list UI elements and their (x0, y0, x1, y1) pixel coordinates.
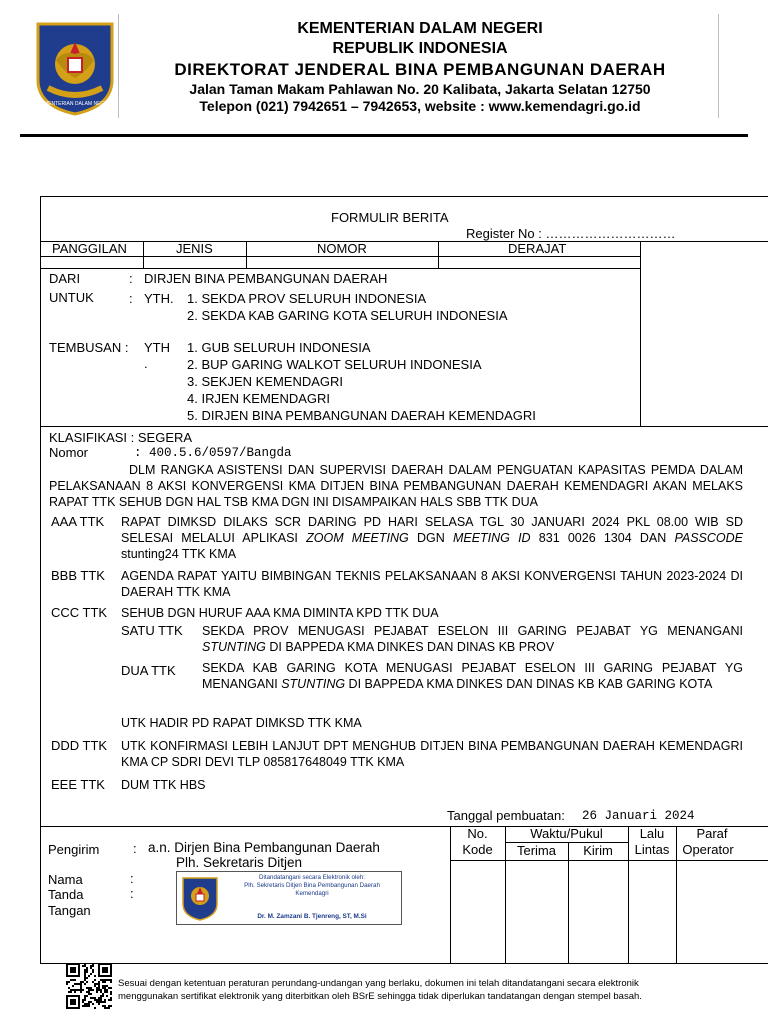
col-lintas: Lintas (634, 842, 670, 857)
col-waktu: Waktu/Pukul (530, 826, 603, 841)
ccc-label: CCC TTK (51, 605, 108, 620)
tanggal-value: 26 Januari 2024 (582, 809, 695, 823)
bbb-text: AGENDA RAPAT YAITU BIMBINGAN TEKNIS PELAKSANAAN 8 AKSI KONVERGENSI TAHUN 2023-2024 DI DAERAH TTK KMA (121, 569, 743, 599)
e-signature-box (176, 871, 402, 925)
tembusan-yth: YTH (144, 340, 170, 355)
untuk-item: 2. SEKDA KAB GARING KOTA SELURUH INDONESIA (187, 308, 508, 323)
ddd-text: UTK KONFIRMASI LEBIH LANJUT DPT MENGHUB DITJEN BINA PEMBANGUNAN DAERAH KEMENDAGRI KMA CP SDRI DEVI TLP 085817648049 TTK KMA (121, 739, 743, 769)
tanggal-label: Tanggal pembuatan: (447, 808, 565, 823)
disclaimer-line1: Sesuai dengan ketentuan peraturan perundang-undangan yang berlaku, dokumen ini telah ditandatangani secara elektronik (118, 978, 639, 989)
nama-label: Nama (48, 872, 83, 887)
republic-name: REPUBLIK INDONESIA (332, 40, 508, 57)
col-paraf: Paraf (696, 826, 728, 841)
an-line: a.n. Dirjen Bina Pembangunan Daerah (148, 840, 380, 855)
col-kirim: Kirim (583, 843, 613, 858)
klasifikasi: KLASIFIKASI : SEGERA (49, 430, 193, 445)
pengirim-colon: : (133, 841, 137, 856)
signature-logo (181, 876, 219, 922)
pengirim-label: Pengirim (48, 842, 100, 857)
utk-hadir: UTK HADIR PD RAPAT DIMKSD TTK KMA (121, 716, 362, 730)
register-no: Register No : ………………………… (466, 226, 676, 241)
untuk-label: UNTUK (49, 290, 94, 305)
nomor-label: Nomor (49, 445, 89, 460)
contact: Telepon (021) 7942651 – 7942653, website : www.kemendagri.go.id (199, 98, 641, 114)
dari-colon: : (129, 271, 133, 286)
sig-name: Dr. M. Zamzani B. Tjenreng, ST, M.Si (257, 913, 367, 920)
tembusan-dot: . (144, 356, 148, 371)
nama-colon: : (130, 871, 134, 886)
dua-text: SEKDA KAB GARING KOTA MENUGASI PEJABAT ESELON III GARING PEJABAT YG MENANGANI STUNTING DI BAPPEDA KMA DINKES DAN DINAS KB KAB GARING KOTA (202, 661, 743, 691)
sig-line1: Ditandatangani secara Elektronik oleh: (259, 874, 365, 881)
untuk-item: 1. SEKDA PROV SELURUH INDONESIA (187, 291, 427, 306)
col-kode: Kode (462, 842, 493, 857)
tangan-label: Tangan (48, 903, 91, 918)
col-terima: Terima (516, 843, 556, 858)
ddd-label: DDD TTK (51, 738, 108, 753)
header-nomor: NOMOR (317, 241, 367, 256)
qr-code (66, 963, 112, 1009)
tembusan-item: 1. GUB SELURUH INDONESIA (187, 340, 371, 355)
aaa-text: RAPAT DIMKSD DILAKS SCR DARING PD HARI SELASA TGL 30 JANUARI 2024 PKL 08.00 WIB SD SELESAI MELALUI APLIKASI ZOOM MEETING DGN MEETING ID 831 0026 1304 DAN PASSCODE stunting24 TTK KMA (121, 515, 744, 561)
ministry-name: KEMENTERIAN DALAM NEGERI (297, 20, 543, 37)
tembusan-item: 3. SEKJEN KEMENDAGRI (187, 374, 344, 389)
untuk-colon: : (129, 291, 133, 306)
tembusan-item: 4. IRJEN KEMENDAGRI (187, 391, 331, 406)
satu-text: SEKDA PROV MENUGASI PEJABAT ESELON III GARING PEJABAT YG MENANGANI STUNTING DI BAPPEDA KMA DINKES DAN DINAS KB PROV (202, 624, 743, 654)
dari-value: DIRJEN BINA PEMBANGUNAN DAERAH (144, 271, 388, 286)
letterhead-rule (20, 134, 748, 137)
plh-line: Plh. Sekretaris Ditjen (176, 855, 303, 870)
tembusan-item: 5. DIRJEN BINA PEMBANGUNAN DAERAH KEMENDAGRI (187, 408, 536, 423)
header-jenis: JENIS (176, 241, 213, 256)
header-panggilan: PANGGILAN (52, 241, 127, 256)
nomor-value: : 400.5.6/0597/Bangda (134, 446, 292, 460)
dari-label: DARI (49, 271, 81, 286)
tembusan-label: TEMBUSAN : (49, 340, 129, 355)
eee-label: EEE TTK (51, 777, 105, 792)
header-derajat: DERAJAT (508, 241, 567, 256)
sig-line2: Plh. Sekretaris Ditjen Bina Pembangunan Daerah (244, 882, 380, 889)
eee-text: DUM TTK HBS (121, 778, 206, 792)
logo-caption: KEMENTERIAN DALAM NEGERI (37, 101, 113, 107)
bbb-label: BBB TTK (51, 568, 105, 583)
tanda-colon: : (130, 886, 134, 901)
disclaimer-line2: menggunakan sertifikat elektronik yang diterbitkan oleh BSrE sehingga tidak diperlukan tandatangan dengan stempel basah. (118, 991, 642, 1002)
col-no: No. (467, 826, 488, 841)
intro-paragraph: DLM RANGKA ASISTENSI DAN SUPERVISI DAERAH DALAM PENGUATAN KAPASITAS PEMDA DALAM PELAKSANAAN 8 AKSI KONVERGENSI KMA DITJEN BINA PEMBANGUNAN DAERAH KEMENDAGRI AKAN MELAKS RAPAT TTK SEHUB DGN HAL TSB KMA DGN INI DISAMPAIKAN HALS SBB TTK DUA (49, 463, 743, 509)
address: Jalan Taman Makam Pahlawan No. 20 Kalibata, Jakarta Selatan 12750 (189, 81, 651, 97)
ccc-text: SEHUB DGN HURUF AAA KMA DIMINTA KPD TTK DUA (121, 606, 439, 620)
satu-label: SATU TTK (121, 623, 183, 638)
tanda-label: Tanda (48, 887, 84, 902)
untuk-yth: YTH. (144, 291, 174, 306)
tembusan-item: 2. BUP GARING WALKOT SELURUH INDONESIA (187, 357, 482, 372)
dua-label: DUA TTK (121, 663, 176, 678)
col-operator: Operator (682, 842, 734, 857)
aaa-label: AAA TTK (51, 514, 105, 529)
form-title: FORMULIR BERITA (331, 210, 449, 225)
sig-line3: Kemendagri (295, 890, 329, 897)
directorate-name: DIREKTORAT JENDERAL BINA PEMBANGUNAN DAERAH (174, 60, 666, 79)
col-lalu: Lalu (639, 826, 665, 841)
